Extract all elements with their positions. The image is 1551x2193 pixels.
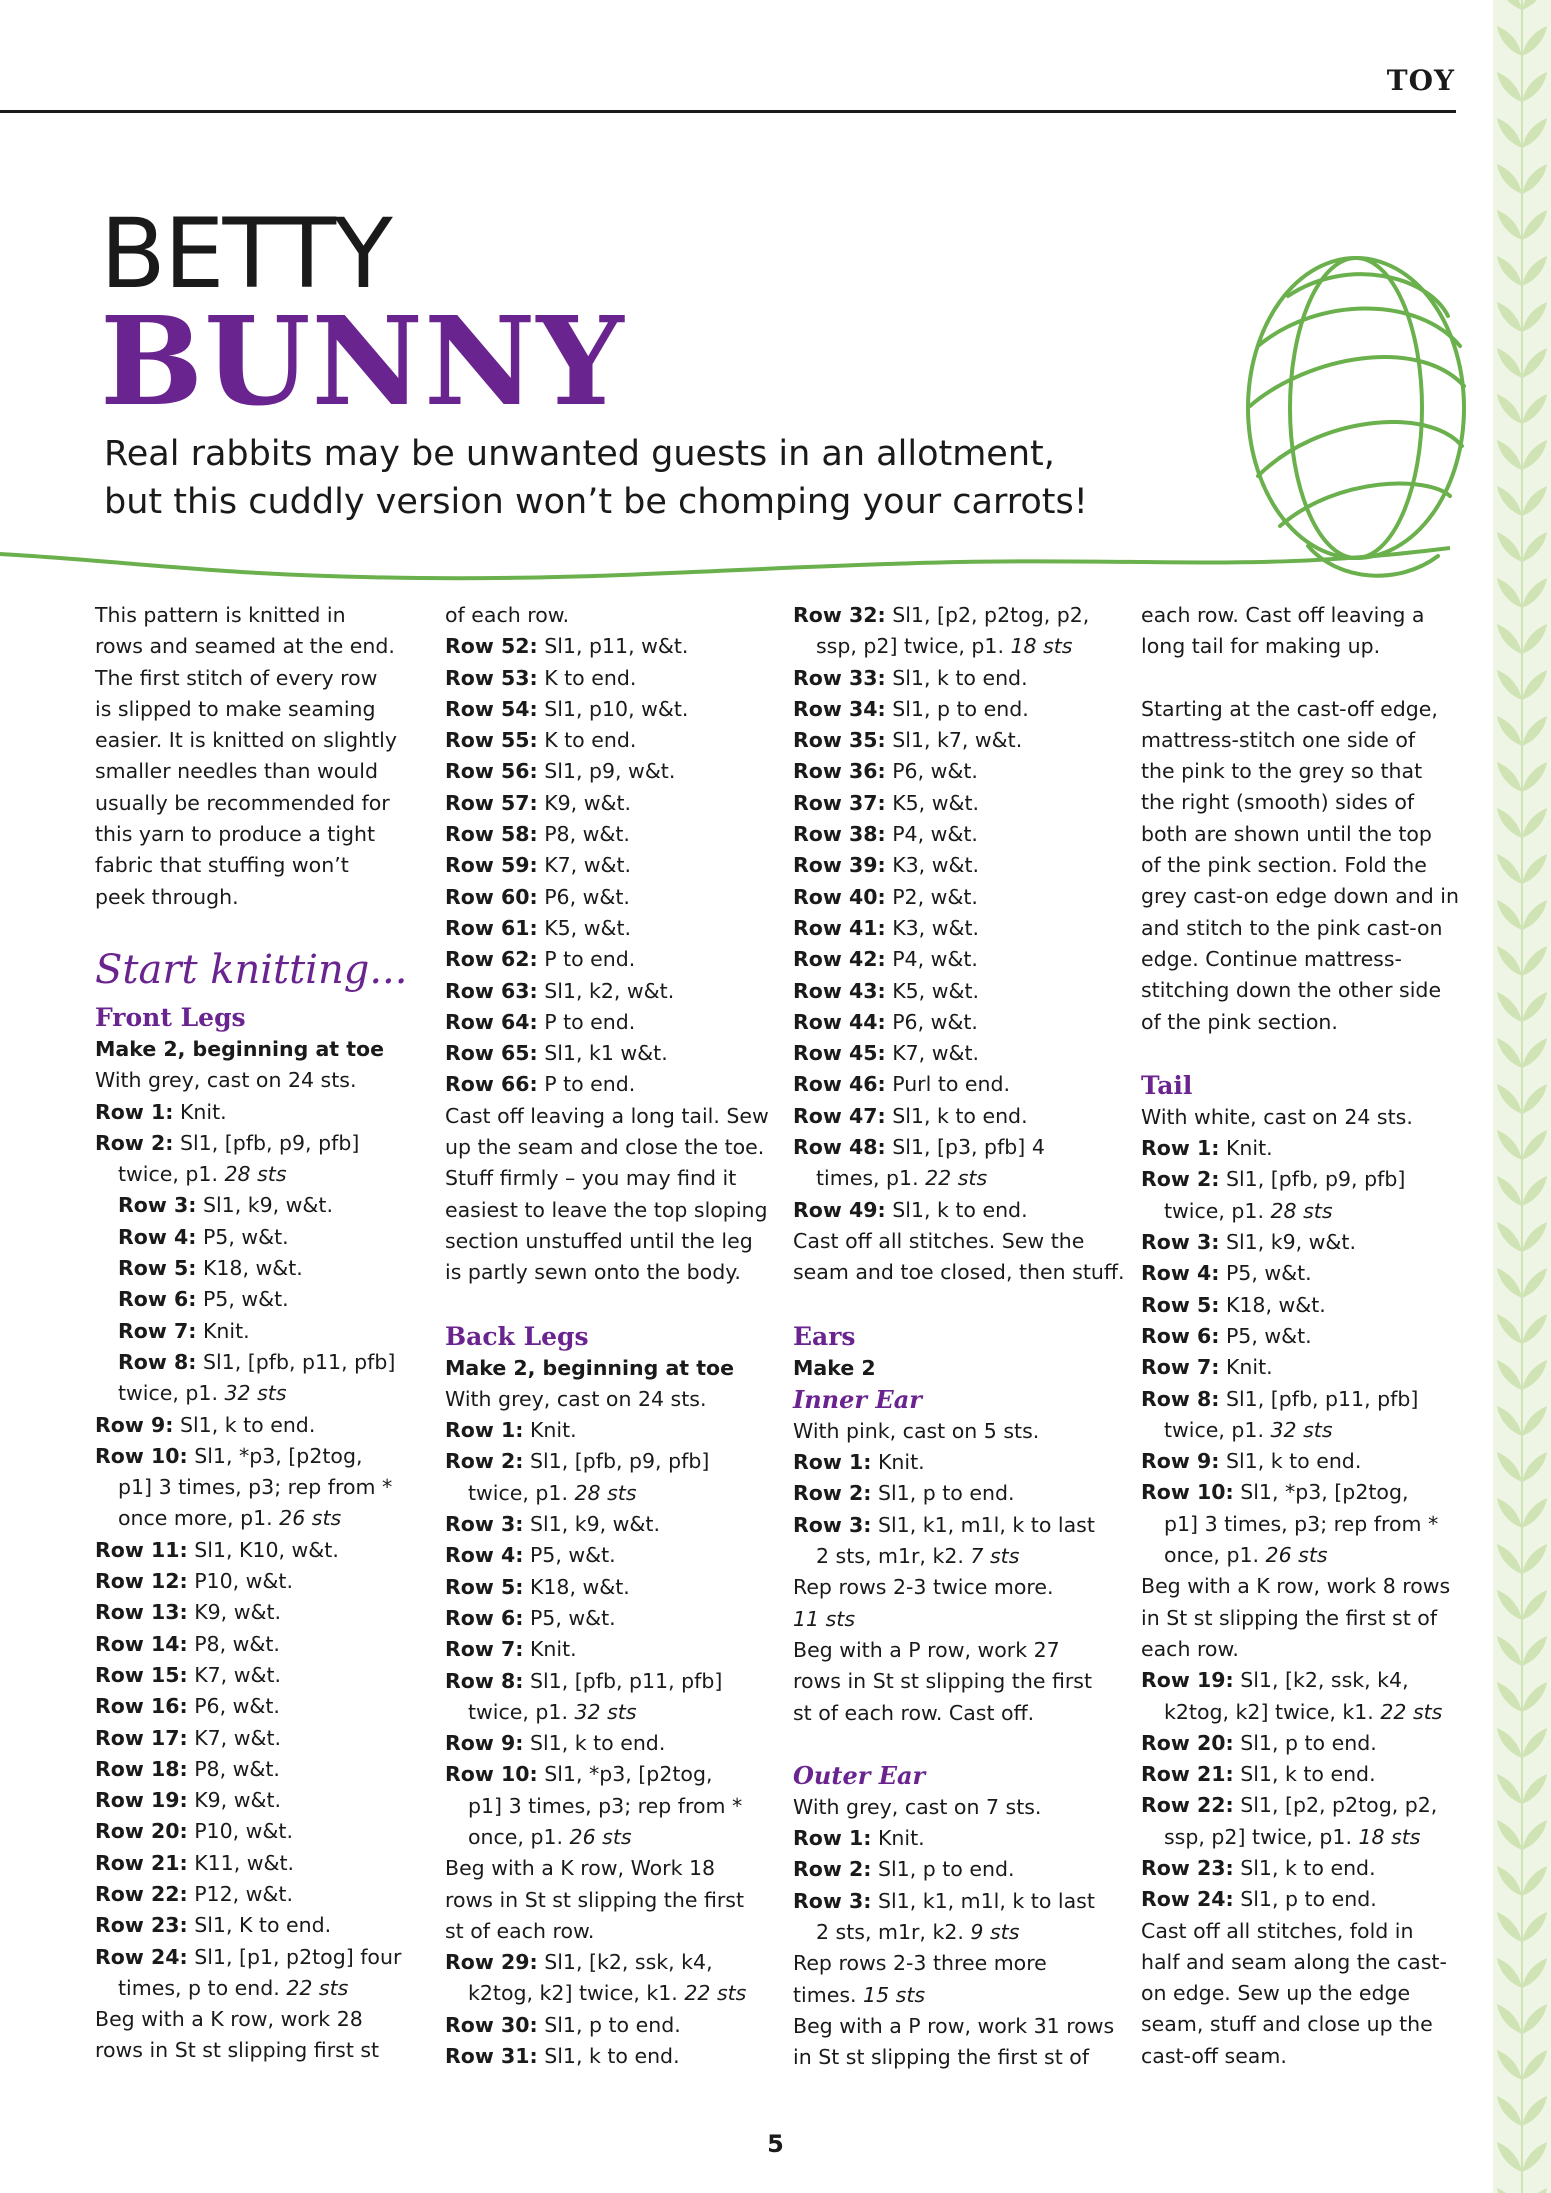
instruction-line: Cast off all stitches. Sew the (793, 1228, 1085, 1253)
leaf-pattern-icon (1493, 0, 1551, 2193)
pattern-row: Row 52: Sl1, p11, w&t. (445, 634, 689, 659)
pattern-row: Row 32: Sl1, [p2, p2tog, p2, (793, 603, 1090, 627)
pattern-row: Row 19: K9, w&t. (95, 1788, 282, 1813)
instruction-line: both are shown until the top (1141, 821, 1432, 846)
instruction-line: Cast off all stitches, fold in (1141, 1918, 1414, 1943)
page-number: 5 (767, 2130, 784, 2158)
pattern-row-cont: k2tog, k2] twice, k1. 22 sts (1164, 1699, 1443, 1724)
pattern-row: Row 31: Sl1, k to end. (445, 2044, 680, 2069)
instruction-line: the pink to the grey so that (1141, 759, 1423, 784)
pattern-row: Row 6: P5, w&t. (1141, 1323, 1312, 1348)
spacer (1141, 1038, 1471, 1069)
pattern-row: Row 9: Sl1, k to end. (95, 1412, 316, 1437)
ears-heading: Ears (793, 1321, 856, 1351)
pattern-row: Row 60: P6, w&t. (445, 884, 630, 909)
pattern-row: Row 1: Knit. (445, 1418, 577, 1443)
instruction-line: each row. (1141, 1636, 1239, 1661)
wheat-leaf-border (1493, 0, 1551, 2193)
pattern-row: Row 10: Sl1, *p3, [p2tog, (1141, 1480, 1409, 1505)
pattern-row: Row 40: P2, w&t. (793, 884, 978, 909)
pattern-row: Row 30: Sl1, p to end. (445, 2012, 681, 2037)
pattern-row: Row 3: Sl1, k9, w&t. (445, 1512, 660, 1537)
pattern-row: Row 24: Sl1, p to end. (1141, 1887, 1377, 1912)
cast-on-line: With grey, cast on 7 sts. (793, 1794, 1042, 1819)
pattern-row: Row 20: P10, w&t. (95, 1819, 293, 1844)
instruction-line: rows in St st slipping the first (793, 1669, 1093, 1694)
standfirst-line: but this cuddly version won’t be chomping your carrots! (104, 482, 1088, 522)
pattern-row: Row 43: K5, w&t. (793, 978, 980, 1003)
green-wave-line (0, 532, 1450, 592)
pattern-row: Row 59: K7, w&t. (445, 853, 632, 878)
make-instruction: Make 2, beginning at toe (445, 1355, 735, 1380)
pattern-row: Row 21: Sl1, k to end. (1141, 1762, 1376, 1787)
instruction-line: Beg with a K row, work 28 (95, 2007, 363, 2032)
pattern-columns (95, 600, 1459, 2080)
pattern-row: Row 58: P8, w&t. (445, 822, 630, 847)
pattern-row-cont: once, p1. 26 sts (468, 1824, 632, 1849)
pattern-row-cont: k2tog, k2] twice, k1. 22 sts (468, 1981, 747, 2006)
pattern-row: Row 3: Sl1, k9, w&t. (118, 1193, 333, 1218)
pattern-row: Row 5: K18, w&t. (1141, 1292, 1326, 1317)
pattern-row: Row 17: K7, w&t. (95, 1725, 282, 1750)
pattern-row: Row 1: Knit. (95, 1099, 227, 1124)
pattern-row-cont: once more, p1. 26 sts (118, 1506, 342, 1531)
instruction-line: Rep rows 2-3 three more (793, 1951, 1047, 1976)
pattern-row: Row 61: K5, w&t. (445, 915, 632, 940)
pattern-row: Row 37: K5, w&t. (793, 790, 980, 815)
column-1 (95, 600, 425, 2067)
pattern-row: Row 11: Sl1, K10, w&t. (95, 1537, 339, 1562)
instruction-line: edge. Continue mattress- (1141, 946, 1402, 971)
pattern-row-cont: twice, p1. 32 sts (1164, 1417, 1333, 1442)
pattern-row: Row 12: P10, w&t. (95, 1569, 293, 1594)
intro-line: This pattern is knitted in (95, 603, 346, 627)
pattern-row: Row 21: K11, w&t. (95, 1850, 295, 1875)
instruction-line: of the pink section. Fold the (1141, 853, 1427, 878)
pattern-row: Row 53: K to end. (445, 665, 637, 690)
tail-heading: Tail (1141, 1070, 1193, 1100)
intro-line: easier. It is knitted on slightly (95, 728, 398, 753)
cast-on-line: With grey, cast on 24 sts. (445, 1386, 707, 1411)
instruction-line: is partly sewn onto the body. (445, 1260, 741, 1285)
pattern-row-cont: twice, p1. 32 sts (468, 1699, 637, 1724)
pattern-row: Row 57: K9, w&t. (445, 790, 632, 815)
pattern-row: Row 47: Sl1, k to end. (793, 1103, 1028, 1128)
instruction-line: Rep rows 2-3 twice more. (793, 1575, 1054, 1600)
make-instruction: Make 2, beginning at toe (95, 1036, 385, 1061)
pattern-row: Row 1: Knit. (793, 1826, 925, 1851)
pattern-row-cont: once, p1. 26 sts (1164, 1543, 1328, 1568)
pattern-row: Row 36: P6, w&t. (793, 759, 978, 784)
pattern-row-cont: p1] 3 times, p3; rep from * (1164, 1511, 1439, 1536)
pattern-row: Row 9: Sl1, k to end. (1141, 1449, 1362, 1474)
pattern-row: Row 42: P4, w&t. (793, 947, 978, 972)
pattern-row: Row 3: Sl1, k1, m1l, k to last (793, 1888, 1095, 1913)
pattern-row: Row 39: K3, w&t. (793, 853, 980, 878)
pattern-row-cont: ssp, p2] twice, p1. 18 sts (816, 634, 1073, 659)
pattern-row: Row 3: Sl1, k1, m1l, k to last (793, 1512, 1095, 1537)
instruction-line: Beg with a K row, Work 18 (445, 1856, 716, 1881)
stitch-count: 11 sts (793, 1606, 856, 1631)
pattern-row: Row 66: P to end. (445, 1072, 636, 1097)
intro-line: The first stitch of every row (95, 665, 378, 690)
standfirst (104, 430, 1104, 526)
pattern-row: Row 38: P4, w&t. (793, 822, 978, 847)
pattern-row: Row 5: K18, w&t. (118, 1256, 303, 1281)
pattern-row-cont: twice, p1. 28 sts (118, 1162, 287, 1187)
instruction-line: times. 15 sts (793, 1982, 926, 2007)
instruction-line: Starting at the cast-off edge, (1141, 696, 1438, 721)
column-3 (793, 600, 1123, 2073)
pattern-row: Row 54: Sl1, p10, w&t. (445, 696, 689, 721)
pattern-row: Row 2: Sl1, [pfb, p9, pfb] (1141, 1167, 1406, 1192)
instruction-line: stitching down the other side (1141, 978, 1442, 1003)
instruction-line: half and seam along the cast- (1141, 1949, 1447, 1974)
pattern-row: Row 23: Sl1, k to end. (1141, 1855, 1376, 1880)
pattern-row: Row 5: K18, w&t. (445, 1574, 630, 1599)
pattern-row: Row 64: P to end. (445, 1009, 636, 1034)
intro-line: fabric that stuffing won’t (95, 853, 349, 878)
section-tag: TOY (1386, 64, 1455, 97)
pattern-row: Row 22: Sl1, [p2, p2tog, p2, (1141, 1793, 1438, 1818)
pattern-row: Row 8: Sl1, [pfb, p11, pfb] (118, 1349, 396, 1374)
pattern-row: Row 2: Sl1, p to end. (793, 1857, 1015, 1882)
pattern-row: Row 6: P5, w&t. (118, 1287, 289, 1312)
back-legs-heading: Back Legs (445, 1321, 589, 1351)
pattern-row: Row 55: K to end. (445, 728, 637, 753)
instruction-line: st of each row. (445, 1918, 595, 1943)
column-2 (445, 600, 775, 2072)
pattern-row: Row 62: P to end. (445, 947, 636, 972)
title-bunny: BUNNY (100, 289, 625, 433)
intro-line: usually be recommended for (95, 790, 390, 815)
pattern-row: Row 33: Sl1, k to end. (793, 665, 1028, 690)
pattern-row: Row 14: P8, w&t. (95, 1631, 280, 1656)
intro-line: this yarn to produce a tight (95, 822, 376, 847)
column-4 (1141, 600, 1471, 2072)
pattern-row: Row 41: K3, w&t. (793, 915, 980, 940)
pattern-row: Row 24: Sl1, [p1, p2tog] four (95, 1944, 402, 1969)
intro-line: is slipped to make seaming (95, 696, 376, 721)
pattern-row: Row 19: Sl1, [k2, ssk, k4, (1141, 1668, 1409, 1693)
instruction-line: Stuff firmly – you may find it (445, 1166, 737, 1191)
instruction-line: seam, stuff and close up the (1141, 2012, 1433, 2037)
pattern-row-cont: twice, p1. 28 sts (1164, 1198, 1333, 1223)
instruction-line: long tail for making up. (1141, 634, 1381, 659)
instruction-line: rows in St st slipping the first (445, 1887, 745, 1912)
pattern-row: Row 7: Knit. (118, 1318, 250, 1343)
pattern-row: Row 7: Knit. (445, 1637, 577, 1662)
pattern-row: Row 35: Sl1, k7, w&t. (793, 728, 1023, 753)
intro-line: smaller needles than would (95, 759, 379, 784)
cast-on-line: With white, cast on 24 sts. (1141, 1104, 1413, 1129)
pattern-row: Row 10: Sl1, *p3, [p2tog, (95, 1443, 363, 1468)
instruction-line: up the seam and close the toe. (445, 1135, 765, 1160)
intro-line: rows and seamed at the end. (95, 634, 395, 659)
instruction-line: in St st slipping the first st of (793, 2045, 1090, 2070)
pattern-row-cont: p1] 3 times, p3; rep from * (468, 1793, 743, 1818)
pattern-row: Row 29: Sl1, [k2, ssk, k4, (445, 1950, 713, 1975)
spacer (1141, 663, 1471, 694)
pattern-row: Row 49: Sl1, k to end. (793, 1197, 1028, 1222)
pattern-row-cont: times, p to end. 22 sts (118, 1975, 349, 2000)
instruction-line: and stitch to the pink cast-on (1141, 915, 1443, 940)
pattern-row: Row 13: K9, w&t. (95, 1600, 282, 1625)
pattern-row: Row 65: Sl1, k1 w&t. (445, 1041, 668, 1066)
instruction-line: Beg with a P row, work 27 (793, 1637, 1060, 1662)
instruction-line: each row. Cast off leaving a (1141, 603, 1425, 627)
spacer (793, 1729, 1123, 1760)
instruction-line: grey cast-on edge down and in (1141, 884, 1460, 909)
pattern-row: Row 6: P5, w&t. (445, 1605, 616, 1630)
pattern-row: Row 56: Sl1, p9, w&t. (445, 759, 676, 784)
pattern-row: Row 18: P8, w&t. (95, 1756, 280, 1781)
pattern-row: Row 1: Knit. (793, 1450, 925, 1475)
pattern-row: Row 45: K7, w&t. (793, 1041, 980, 1066)
pattern-row: Row 9: Sl1, k to end. (445, 1731, 666, 1756)
pattern-row-cont: twice, p1. 28 sts (468, 1480, 637, 1505)
title-betty: BETTY (100, 198, 391, 310)
pattern-row: Row 4: P5, w&t. (118, 1224, 289, 1249)
pattern-row: Row 4: P5, w&t. (445, 1543, 616, 1568)
pattern-row: Row 34: Sl1, p to end. (793, 696, 1029, 721)
pattern-row: Row 7: Knit. (1141, 1355, 1273, 1380)
instruction-line: rows in St st slipping first st (95, 2038, 380, 2063)
instruction-line: the right (smooth) sides of (1141, 790, 1415, 815)
instruction-line: Beg with a P row, work 31 rows (793, 2013, 1115, 2038)
pattern-row-cont: 2 sts, m1r, k2. 7 sts (816, 1544, 1020, 1569)
pattern-row: Row 23: Sl1, K to end. (95, 1913, 332, 1938)
instruction-line: Cast off leaving a long tail. Sew (445, 1103, 769, 1128)
pattern-row: Row 2: Sl1, [pfb, p9, pfb] (445, 1449, 710, 1474)
cast-on-line: With grey, cast on 24 sts. (95, 1068, 357, 1093)
start-knitting-heading: Start knitting... (95, 946, 408, 993)
intro-line: peek through. (95, 884, 239, 909)
inner-ear-heading: Inner Ear (793, 1384, 922, 1414)
pattern-row: Row 46: Purl to end. (793, 1072, 1011, 1097)
pattern-row-cont: twice, p1. 32 sts (118, 1381, 287, 1406)
pattern-row-cont: 2 sts, m1r, k2. 9 sts (816, 1919, 1020, 1944)
cast-on-line: With pink, cast on 5 sts. (793, 1418, 1040, 1443)
pattern-row: Row 20: Sl1, p to end. (1141, 1730, 1377, 1755)
pattern-row: Row 22: P12, w&t. (95, 1881, 293, 1906)
pattern-row: Row 8: Sl1, [pfb, p11, pfb] (445, 1668, 723, 1693)
pattern-row: Row 4: P5, w&t. (1141, 1261, 1312, 1286)
pattern-row: Row 15: K7, w&t. (95, 1662, 282, 1687)
pattern-row: Row 48: Sl1, [p3, pfb] 4 (793, 1135, 1045, 1160)
instruction-line: Beg with a K row, work 8 rows (1141, 1574, 1451, 1599)
front-legs-heading: Front Legs (95, 1002, 246, 1032)
pattern-row: Row 44: P6, w&t. (793, 1009, 978, 1034)
instruction-line: of the pink section. (1141, 1009, 1338, 1034)
pattern-row: Row 16: P6, w&t. (95, 1694, 280, 1719)
spacer (793, 1289, 1123, 1320)
pattern-row: Row 1: Knit. (1141, 1136, 1273, 1161)
pattern-row: Row 3: Sl1, k9, w&t. (1141, 1230, 1356, 1255)
instruction-line: of each row. (445, 603, 570, 627)
instruction-line: mattress-stitch one side of (1141, 727, 1416, 752)
instruction-line: st of each row. Cast off. (793, 1700, 1035, 1725)
instruction-line: easiest to leave the top sloping (445, 1197, 768, 1222)
pattern-row-cont: times, p1. 22 sts (816, 1166, 988, 1191)
instruction-line: section unstuffed until the leg (445, 1228, 753, 1253)
pattern-row: Row 2: Sl1, [pfb, p9, pfb] (95, 1130, 360, 1155)
instruction-line: cast-off seam. (1141, 2043, 1287, 2068)
pattern-row: Row 8: Sl1, [pfb, p11, pfb] (1141, 1386, 1419, 1411)
pattern-row: Row 2: Sl1, p to end. (793, 1481, 1015, 1506)
pattern-row: Row 10: Sl1, *p3, [p2tog, (445, 1762, 713, 1787)
pattern-row: Row 63: Sl1, k2, w&t. (445, 978, 675, 1003)
pattern-row-cont: p1] 3 times, p3; rep from * (118, 1475, 393, 1500)
make-instruction: Make 2 (793, 1355, 876, 1380)
spacer (445, 1289, 775, 1320)
instruction-line: in St st slipping the first st of (1141, 1605, 1438, 1630)
instruction-line: seam and toe closed, then stuff. (793, 1260, 1125, 1285)
pattern-row-cont: ssp, p2] twice, p1. 18 sts (1164, 1824, 1421, 1849)
instruction-line: on edge. Sew up the edge (1141, 1981, 1411, 2006)
outer-ear-heading: Outer Ear (793, 1760, 926, 1790)
header-rule (0, 110, 1456, 113)
standfirst-line: Real rabbits may be unwanted guests in an allotment, (104, 434, 1055, 474)
